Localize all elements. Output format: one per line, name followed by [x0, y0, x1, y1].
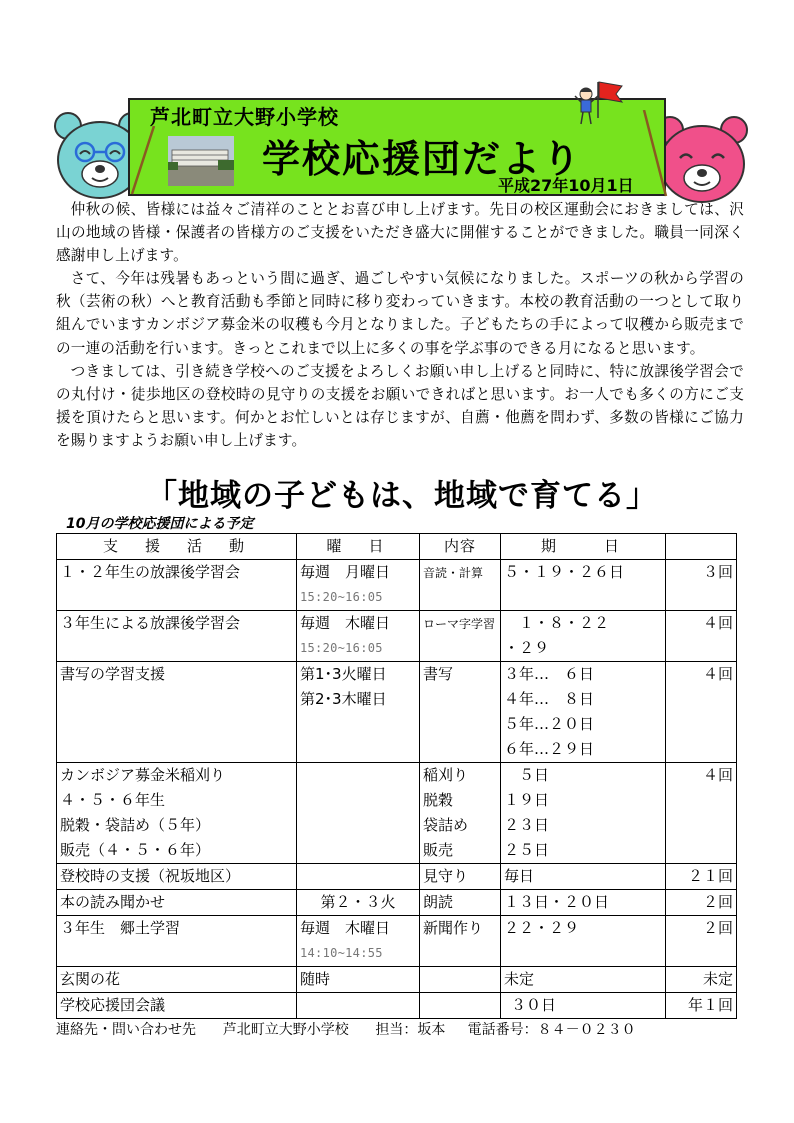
- activity-line: 脱穀・袋詰め（５年）: [60, 816, 211, 834]
- dates-line: ・２９: [504, 639, 550, 657]
- content-text: 音読・計算: [423, 566, 484, 580]
- dates-cell: １３日・２０日: [501, 890, 666, 916]
- activity-cell: 書写の学習支援: [57, 662, 297, 763]
- intro-paragraph-1: 仲秋の候、皆様には益々ご清祥のこととお喜び申し上げます。先日の校区運動会におきましては、沢山の地域の皆様・保護者の皆様方のご支援をいただき盛大に開催することができました。職員一同深く感謝申し上げます。: [56, 201, 744, 265]
- time-text: 15:20~16:05: [300, 641, 383, 655]
- activity-line: ４・５・６年生: [60, 791, 166, 809]
- table-row: [57, 993, 737, 1019]
- dates-line: ５年…２０日: [504, 715, 595, 733]
- content-cell: [420, 611, 501, 662]
- contact-label: 連絡先・問い合わせ先: [56, 1022, 196, 1038]
- intro-text: [56, 198, 744, 452]
- activity-cell: 登校時の支援（祝坂地区）: [57, 864, 297, 890]
- day-cell: [297, 611, 420, 662]
- table-row: [57, 611, 737, 662]
- activity-cell: [57, 763, 297, 864]
- header-dates: 期 日: [501, 534, 666, 560]
- schedule-title: 10月の学校応援団による予定: [66, 516, 254, 532]
- activity-cell: ３年生 郷土学習: [57, 916, 297, 967]
- day-cell: [297, 763, 420, 864]
- content-text: ローマ字学習: [423, 617, 496, 631]
- dates-cell: [501, 611, 666, 662]
- content-line: 稲刈り: [423, 766, 469, 784]
- table-header-row: [57, 534, 737, 560]
- activity-cell: 学校応援団会議: [57, 993, 297, 1019]
- content-cell: [420, 560, 501, 611]
- dates-cell: [501, 763, 666, 864]
- school-name: 芦北町立大野小学校: [150, 105, 339, 129]
- school-photo: [168, 136, 234, 186]
- time-text: 15:20~16:05: [300, 590, 383, 604]
- day-cell: [297, 916, 420, 967]
- schedule-table: [56, 533, 737, 1019]
- dates-line: ２５日: [504, 841, 550, 859]
- dates-cell: 未定: [501, 967, 666, 993]
- slogan: 「地域の子どもは、地域で育てる」: [146, 478, 658, 514]
- header-day: 曜 日: [297, 534, 420, 560]
- contact-footer: [56, 1019, 636, 1039]
- content-line: 販売: [423, 841, 454, 859]
- activity-cell: １・２年生の放課後学習会: [57, 560, 297, 611]
- activity-line: 販売（４・５・６年）: [60, 841, 211, 859]
- activity-cell: 玄関の花: [57, 967, 297, 993]
- day-cell: 第２・３火: [297, 890, 420, 916]
- dates-line: １・８・２２: [504, 614, 610, 632]
- table-row: [57, 890, 737, 916]
- table-row: [57, 967, 737, 993]
- content-cell: [420, 967, 501, 993]
- day-cell: 随時: [297, 967, 420, 993]
- time-text: 14:10~14:55: [300, 946, 383, 960]
- table-row: [57, 864, 737, 890]
- table-row: [57, 916, 737, 967]
- content-cell: 新聞作り: [420, 916, 501, 967]
- header-content: 内容: [420, 534, 501, 560]
- day-cell: [297, 560, 420, 611]
- table-row: [57, 763, 737, 864]
- count-cell: ４回: [666, 662, 737, 763]
- day-text: 毎週 木曜日: [300, 614, 391, 632]
- day-cell: [297, 864, 420, 890]
- count-cell: ２回: [666, 890, 737, 916]
- dates-cell: ３０日: [501, 993, 666, 1019]
- contact-person: 担当：坂本: [375, 1022, 446, 1038]
- pole-right-icon: [640, 110, 670, 198]
- count-cell: ３回: [666, 560, 737, 611]
- dates-cell: ２２・２９: [501, 916, 666, 967]
- pole-left-icon: [128, 126, 158, 196]
- content-cell: [420, 993, 501, 1019]
- dates-line: ４年… ８日: [504, 690, 595, 708]
- intro-paragraph-2: さて、今年は残暑もあっという間に過ぎ、過ごしやすい気候になりました。スポーツの秋から学習の秋（芸術の秋）へと教育活動も季節と同時に移り変わっていきます。本校の教育活動の一つとして取り組んでいますカンボジア募金米の収穫も今月となりました。子どもたちの手によって収穫から販売までの一連の活動を行います。きっとこれまで以上に多くの事を学ぶ事のできる月になると思います。: [56, 270, 744, 357]
- count-cell: 未定: [666, 967, 737, 993]
- header-activity: 支 援 活 動: [57, 534, 297, 560]
- count-cell: ２１回: [666, 864, 737, 890]
- issue-date: 平成27年10月1日: [498, 176, 634, 195]
- dates-line: ３年… ６日: [504, 665, 595, 683]
- dates-cell: ５・１９・２６日: [501, 560, 666, 611]
- count-cell: ４回: [666, 611, 737, 662]
- day-cell: [297, 993, 420, 1019]
- day-text: 第2･3木曜日: [300, 690, 387, 708]
- content-cell: 見守り: [420, 864, 501, 890]
- day-cell: [297, 662, 420, 763]
- day-text: 毎週 月曜日: [300, 563, 391, 581]
- contact-phone: 電話番号：８４－０２３０: [467, 1022, 636, 1038]
- dates-line: ２３日: [504, 816, 550, 834]
- page-title: 学校応援団だより: [262, 137, 583, 181]
- table-row: [57, 662, 737, 763]
- dates-cell: 毎日: [501, 864, 666, 890]
- content-cell: [420, 763, 501, 864]
- content-line: 袋詰め: [423, 816, 469, 834]
- content-cell: 朗読: [420, 890, 501, 916]
- intro-paragraph-3: つきましては、引き続き学校へのご支援をよろしくお願い申し上げると同時に、特に放課後学習会での丸付け・徒歩地区の登校時の見守りの支援をお願いできればと思います。お一人でも多くの方にご支援を頂けたらと思います。何かとお忙しいとは存じますが、自薦・他薦を問わず、多数の皆様にご協力を賜りますようお願い申し上げます。: [56, 362, 744, 449]
- activity-cell: ３年生による放課後学習会: [57, 611, 297, 662]
- content-line: 脱穀: [423, 791, 454, 809]
- dates-cell: [501, 662, 666, 763]
- day-text: 第1･3火曜日: [300, 665, 387, 683]
- header-count: [666, 534, 737, 560]
- cheering-child-icon: [572, 78, 624, 126]
- contact-school: 芦北町立大野小学校: [222, 1022, 349, 1038]
- dates-line: １９日: [504, 791, 550, 809]
- dates-line: ６年…２９日: [504, 740, 595, 758]
- day-text: 毎週 木曜日: [300, 919, 391, 937]
- dates-line: ５日: [504, 766, 550, 784]
- count-cell: ２回: [666, 916, 737, 967]
- count-cell: ４回: [666, 763, 737, 864]
- content-cell: 書写: [420, 662, 501, 763]
- table-row: [57, 560, 737, 611]
- activity-line: カンボジア募金米稲刈り: [60, 766, 226, 784]
- activity-cell: 本の読み聞かせ: [57, 890, 297, 916]
- count-cell: 年１回: [666, 993, 737, 1019]
